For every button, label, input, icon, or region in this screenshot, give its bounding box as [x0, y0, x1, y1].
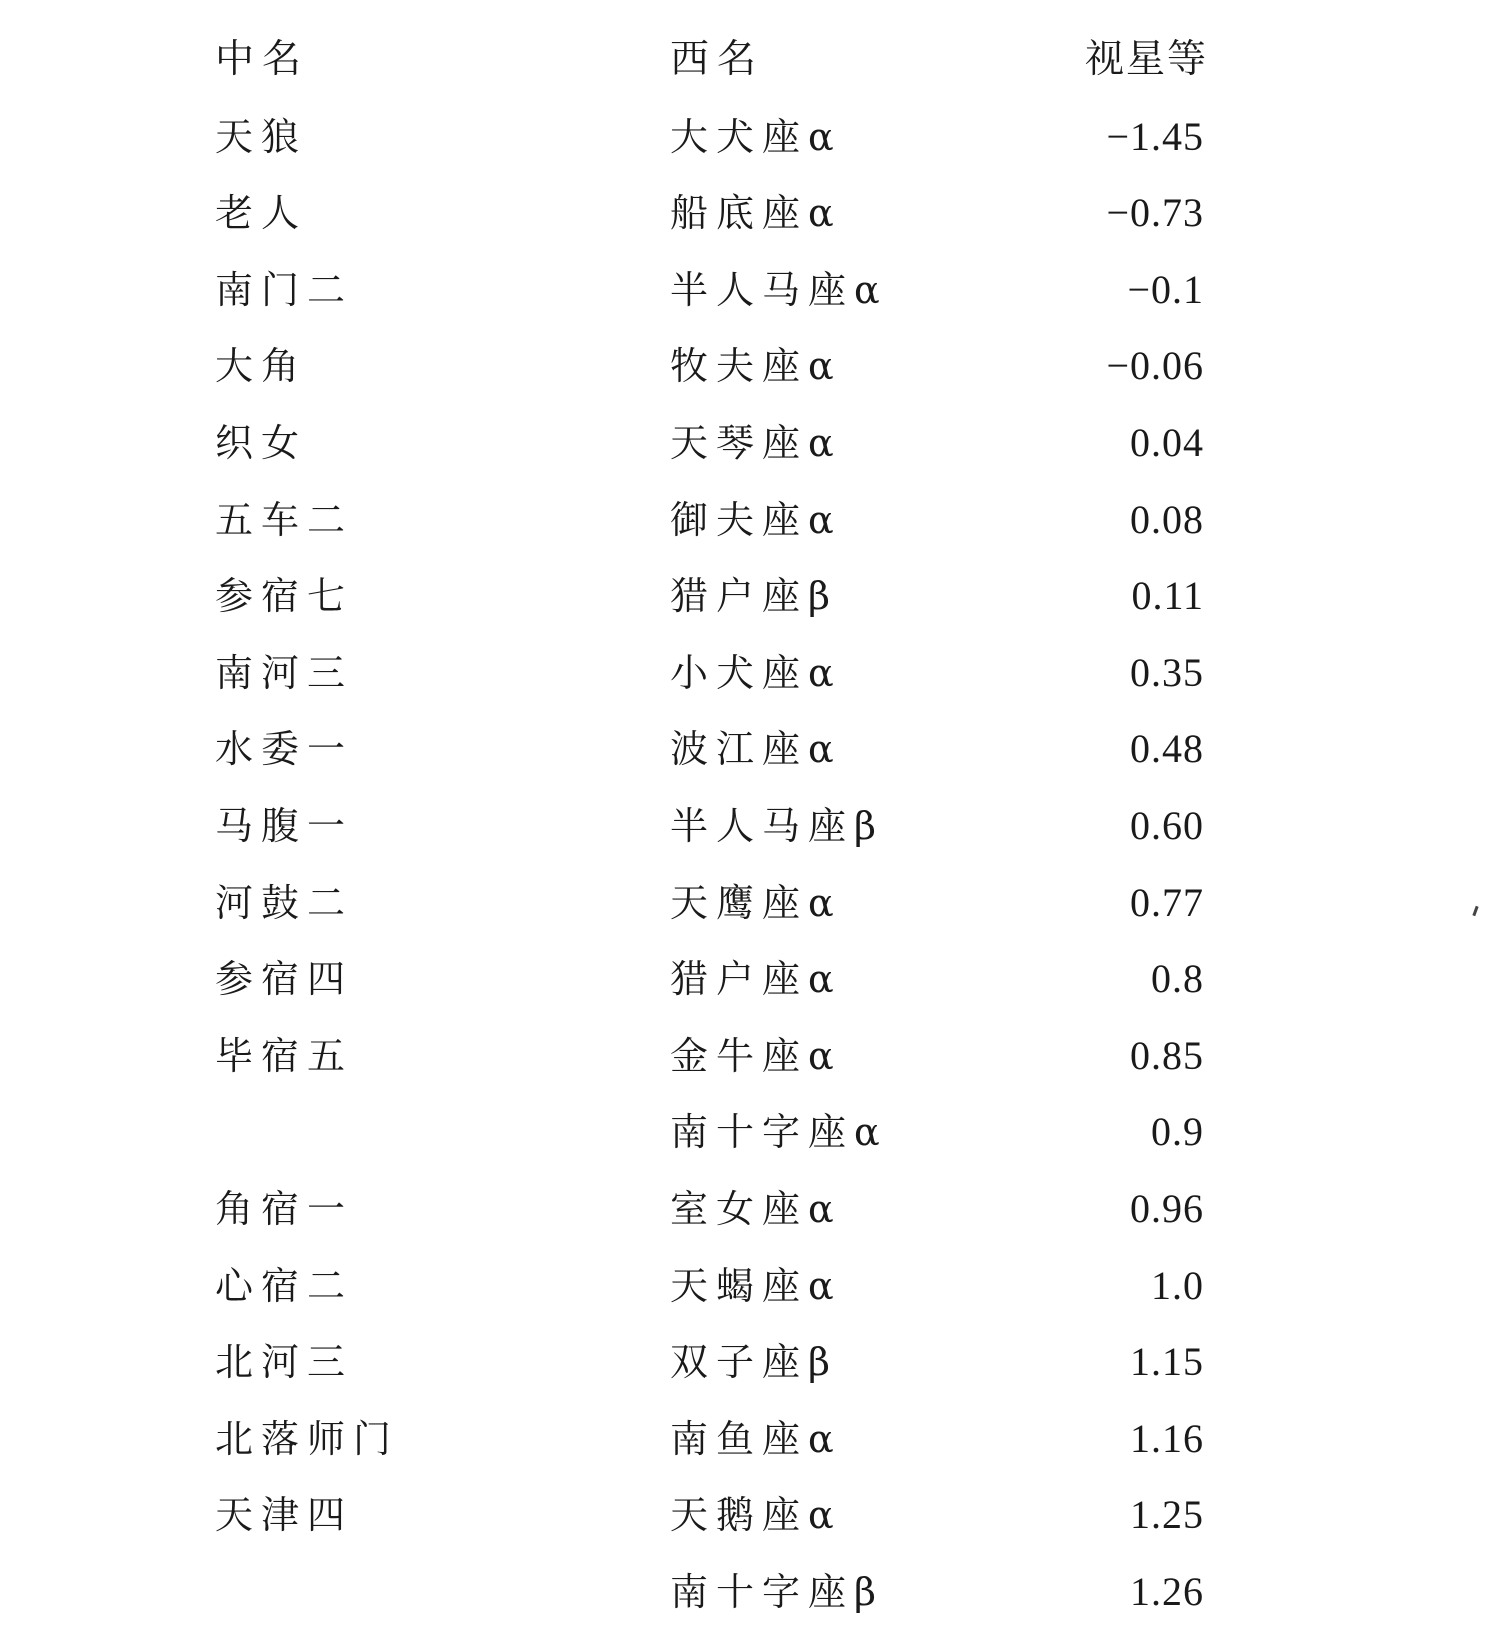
table-row: [0, 1401, 1506, 1478]
western-name-cell: 南十字座α: [670, 1110, 888, 1155]
magnitude-cell: −0.06: [1106, 343, 1204, 389]
western-name-cell: 半人马座β: [670, 803, 884, 848]
chinese-name-cell: 河鼓二: [215, 880, 354, 925]
header-magnitude: 视星等: [1084, 37, 1208, 82]
table-row: [0, 558, 1506, 635]
chinese-name-cell: 心宿二: [215, 1263, 354, 1308]
chinese-name-cell: 南门二: [215, 267, 354, 312]
chinese-name-cell: 老人: [215, 191, 308, 236]
table-row: [0, 252, 1506, 329]
table-row: [0, 328, 1506, 405]
magnitude-cell: 1.26: [1130, 1568, 1204, 1614]
western-name-cell: 御夫座α: [670, 497, 842, 542]
table-row: [0, 1554, 1506, 1631]
western-name-cell: 天蝎座α: [670, 1263, 842, 1308]
chinese-name-cell: 天津四: [215, 1493, 354, 1538]
western-name-cell: 波江座α: [670, 727, 842, 772]
table-row: [0, 788, 1506, 865]
magnitude-cell: −0.73: [1106, 190, 1204, 236]
magnitude-cell: 0.11: [1131, 573, 1204, 619]
magnitude-cell: 1.15: [1130, 1339, 1204, 1385]
western-name-cell: 小犬座α: [670, 650, 842, 695]
western-name-cell: 牧夫座α: [670, 344, 842, 389]
western-name-cell: 室女座α: [670, 1186, 842, 1231]
magnitude-cell: 0.85: [1130, 1032, 1204, 1078]
western-name-cell: 猎户座α: [670, 957, 842, 1002]
star-magnitude-table: [0, 22, 1506, 1630]
table-row: [0, 711, 1506, 788]
western-name-cell: 大犬座α: [670, 114, 842, 159]
western-name-cell: 半人马座α: [670, 267, 888, 312]
chinese-name-cell: 北河三: [215, 1340, 354, 1385]
western-name-cell: 天鹅座α: [670, 1493, 842, 1538]
table-body: [0, 99, 1506, 1631]
magnitude-cell: 0.04: [1130, 419, 1204, 465]
western-name-cell: 南十字座β: [670, 1569, 884, 1614]
table-row: [0, 1018, 1506, 1095]
magnitude-cell: −0.1: [1127, 266, 1204, 312]
western-name-cell: 天琴座α: [670, 420, 842, 465]
table-row: [0, 1324, 1506, 1401]
table-row: [0, 175, 1506, 252]
chinese-name-cell: 天狼: [215, 114, 308, 159]
magnitude-cell: 0.35: [1130, 649, 1204, 695]
magnitude-cell: 0.08: [1130, 496, 1204, 542]
magnitude-cell: 0.9: [1151, 1109, 1204, 1155]
table-row: [0, 99, 1506, 176]
magnitude-cell: −1.45: [1106, 113, 1204, 159]
table-row: [0, 482, 1506, 559]
table-row: [0, 635, 1506, 712]
chinese-name-cell: 织女: [215, 420, 308, 465]
table-row: [0, 941, 1506, 1018]
chinese-name-cell: 参宿四: [215, 957, 354, 1002]
western-name-cell: 双子座β: [670, 1340, 838, 1385]
table-header-row: [0, 22, 1506, 99]
table-row: [0, 1094, 1506, 1171]
chinese-name-cell: 马腹一: [215, 803, 354, 848]
table-row: [0, 1477, 1506, 1554]
chinese-name-cell: 南河三: [215, 650, 354, 695]
table-row: [0, 1248, 1506, 1325]
table-row: [0, 1171, 1506, 1248]
western-name-cell: 船底座α: [670, 191, 842, 236]
magnitude-cell: 0.77: [1130, 879, 1204, 925]
chinese-name-cell: 五车二: [215, 497, 354, 542]
chinese-name-cell: 大角: [215, 344, 308, 389]
chinese-name-cell: 角宿一: [215, 1186, 354, 1231]
magnitude-cell: 1.0: [1151, 1262, 1204, 1308]
magnitude-cell: 0.96: [1130, 1185, 1204, 1231]
western-name-cell: 天鹰座α: [670, 880, 842, 925]
western-name-cell: 南鱼座α: [670, 1416, 842, 1461]
western-name-cell: 金牛座α: [670, 1033, 842, 1078]
magnitude-cell: 1.16: [1130, 1415, 1204, 1461]
header-western-name: 西名: [670, 37, 765, 82]
header-chinese-name: 中名: [215, 37, 310, 82]
chinese-name-cell: 毕宿五: [215, 1033, 354, 1078]
chinese-name-cell: 北落师门: [215, 1416, 400, 1461]
magnitude-cell: 1.25: [1130, 1492, 1204, 1538]
chinese-name-cell: 水委一: [215, 727, 354, 772]
chinese-name-cell: 参宿七: [215, 574, 354, 619]
magnitude-cell: 0.8: [1151, 956, 1204, 1002]
magnitude-cell: 0.60: [1130, 802, 1204, 848]
table-row: [0, 865, 1506, 942]
magnitude-cell: 0.48: [1130, 726, 1204, 772]
western-name-cell: 猎户座β: [670, 574, 838, 619]
table-row: [0, 405, 1506, 482]
